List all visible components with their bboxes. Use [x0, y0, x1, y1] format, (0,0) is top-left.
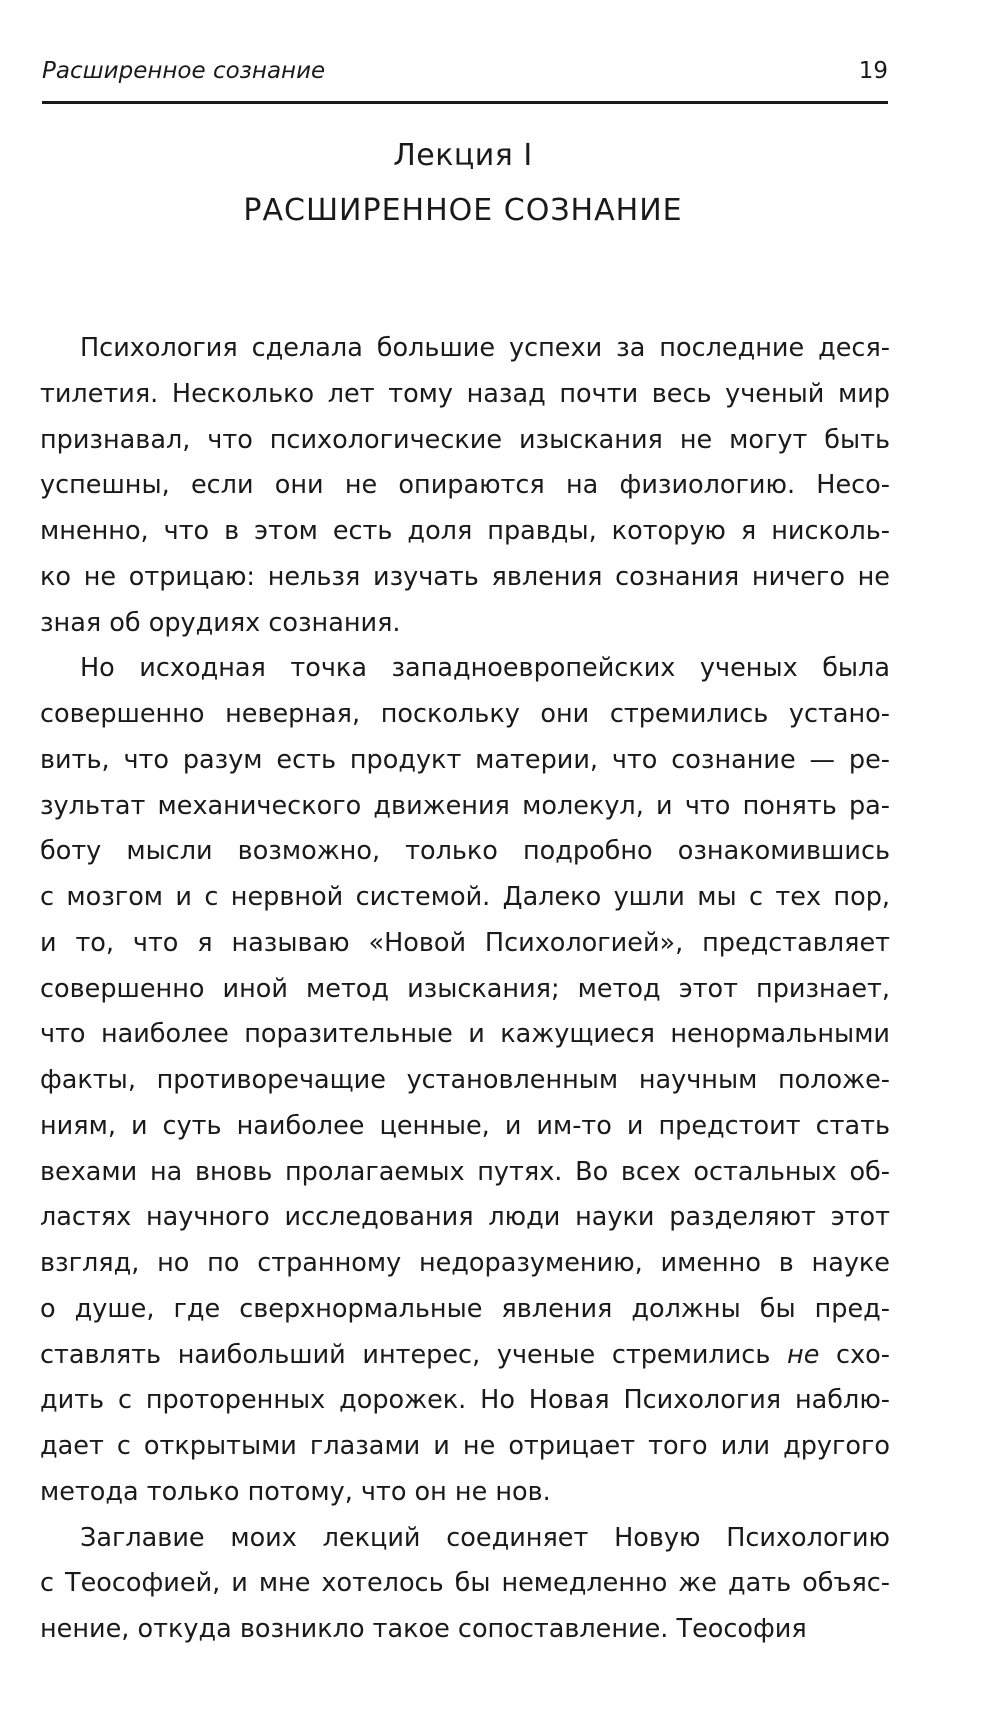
- text-line: метода только потому, что он не нов.: [40, 1476, 551, 1507]
- text-line: и то, что я называю «Новой Психологией», представляет: [40, 927, 890, 958]
- text-line: что наиболее поразительные и кажущиеся ненормальными: [40, 1019, 890, 1050]
- text-line: Но исходная точка западноевропейских ученых была: [80, 653, 890, 684]
- text-line: взгляд, но по странному недоразумению, именно в науке: [40, 1248, 890, 1278]
- text-line: о душе, где сверхнормальные явления должны бы пред-: [40, 1293, 890, 1324]
- text-line: дить с проторенных дорожек. Но Новая Психология наблю-: [40, 1385, 890, 1416]
- body-text: [40, 326, 890, 1653]
- header-rule: [42, 101, 888, 104]
- running-head: [42, 56, 888, 90]
- text-line: Заглавие моих лекций соединяет Новую Психологию: [80, 1522, 890, 1553]
- text-line: ставлять наибольший интерес, ученые стремились не схо-: [40, 1339, 890, 1370]
- text-line: вехами на вновь пролагаемых путях. Во всех остальных об-: [40, 1156, 890, 1187]
- text-line: боту мысли возможно, только подробно ознакомившись: [40, 836, 890, 867]
- text-line: факты, противоречащие установленным научным положе-: [40, 1065, 890, 1095]
- lecture-number: Лекция I: [393, 138, 533, 173]
- emphasis: не: [787, 1339, 820, 1370]
- running-title: Расширенное сознание: [42, 58, 326, 84]
- text-line: мненно, что в этом есть доля правды, которую я нисколь-: [40, 516, 890, 546]
- text-line: совершенно неверная, поскольку они стремились устано-: [40, 699, 890, 729]
- text-line: зультат механического движения молекул, и что понять ра-: [40, 790, 890, 821]
- text-line: с мозгом и с нервной системой. Далеко ушли мы с тех пор,: [40, 882, 890, 912]
- text-line: совершенно иной метод изыскания; метод этот признает,: [40, 973, 890, 1004]
- text-line: Психология сделала большие успехи за последние деся-: [80, 333, 890, 363]
- paragraph: [40, 1516, 890, 1653]
- text-line: ко не отрицаю: нельзя изучать явления сознания ничего не: [40, 561, 890, 592]
- text-line: тилетия. Несколько лет тому назад почти весь ученый мир: [40, 378, 890, 409]
- page-number: 19: [858, 58, 888, 84]
- paragraph: [40, 326, 890, 646]
- text-line: успешны, если они не опираются на физиологию. Несо-: [40, 470, 890, 501]
- chapter-title: РАСШИРЕННОЕ СОЗНАНИЕ: [243, 193, 683, 228]
- text-line: ниям, и суть наиболее ценные, и им-то и предстоит стать: [40, 1110, 890, 1141]
- text-line: нение, откуда возникло такое сопоставление. Теософия: [40, 1614, 807, 1644]
- text-line: дает с открытыми глазами и не отрицает того или другого: [40, 1431, 890, 1461]
- paragraph: [40, 646, 890, 1515]
- text-line: с Теософией, и мне хотелось бы немедленно же дать объяс-: [40, 1568, 890, 1599]
- text-line: признавал, что психологические изыскания не могут быть: [40, 424, 890, 455]
- text-line: зная об орудиях сознания.: [40, 607, 401, 638]
- text-line: ластях научного исследования люди науки разделяют этот: [40, 1202, 890, 1233]
- text-line: вить, что разум есть продукт материи, что сознание — ре-: [40, 744, 890, 775]
